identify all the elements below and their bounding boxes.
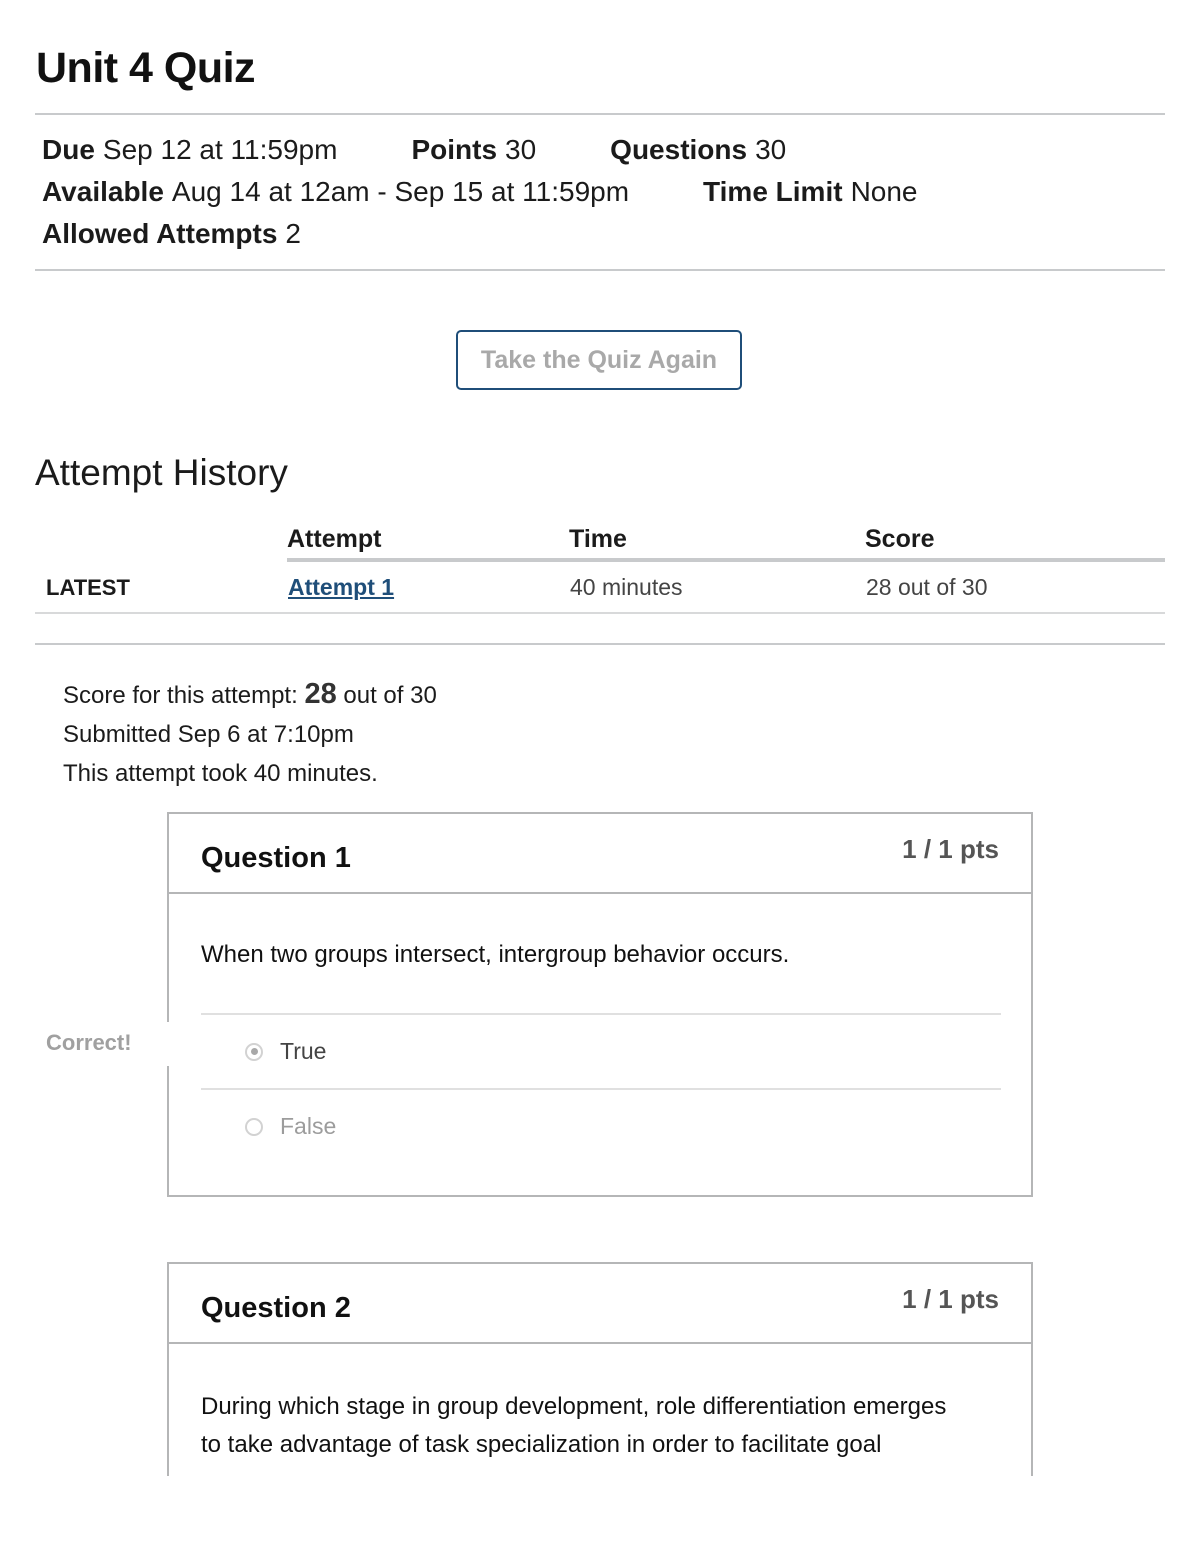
quiz-meta-row-1 bbox=[42, 134, 860, 166]
take-quiz-again-button[interactable]: Take the Quiz Again bbox=[456, 330, 742, 390]
question-points: 1 / 1 pts bbox=[902, 1284, 999, 1314]
submitted-line: Submitted Sep 6 at 7:10pm bbox=[63, 721, 354, 748]
answer-label: True bbox=[280, 1038, 327, 1064]
page-title: Unit 4 Quiz bbox=[36, 44, 256, 92]
available-info bbox=[42, 176, 629, 207]
latest-label-cell bbox=[35, 560, 287, 613]
score-prefix: Score for this attempt: bbox=[63, 682, 298, 709]
question-title: Question 2 bbox=[201, 1292, 351, 1324]
points-label: Points bbox=[411, 134, 498, 165]
available-value: Aug 14 at 12am - Sep 15 at 11:59pm bbox=[171, 176, 630, 207]
column-header-attempt: Attempt bbox=[287, 520, 569, 560]
due-value: Sep 12 at 11:59pm bbox=[102, 134, 338, 165]
meta-divider bbox=[35, 269, 1165, 271]
question-card-1 bbox=[167, 812, 1033, 1197]
question-text bbox=[201, 1388, 999, 1464]
attempt-history-heading: Attempt History bbox=[35, 452, 288, 493]
quiz-meta-row-2 bbox=[42, 176, 992, 208]
question-card-2 bbox=[167, 1262, 1033, 1476]
correct-answer-tag: Correct! bbox=[44, 1022, 170, 1066]
time-cell: 40 minutes bbox=[569, 560, 865, 613]
question-text-line: to take advantage of task specialization in order to facilitate goal bbox=[201, 1431, 882, 1458]
question-header bbox=[169, 814, 1031, 894]
answer-divider bbox=[201, 1088, 1001, 1090]
answer-label: False bbox=[280, 1113, 337, 1139]
attempt-1-link[interactable]: Attempt 1 bbox=[288, 573, 395, 600]
attempt-score-value: 28 bbox=[304, 678, 337, 710]
due-info bbox=[42, 134, 337, 165]
latest-label: LATEST bbox=[46, 574, 130, 600]
question-text-line: During which stage in group development, role differentiation emerges bbox=[201, 1393, 947, 1420]
column-header-status bbox=[35, 520, 287, 560]
quiz-meta-row-3 bbox=[42, 218, 375, 250]
attempt-duration-line: This attempt took 40 minutes. bbox=[63, 760, 378, 787]
question-text: When two groups intersect, intergroup behavior occurs. bbox=[201, 941, 790, 968]
score-suffix: out of 30 bbox=[343, 682, 437, 709]
attempt-cell bbox=[287, 560, 569, 613]
column-header-score: Score bbox=[865, 520, 1165, 560]
title-divider bbox=[35, 113, 1165, 115]
answer-divider bbox=[201, 1013, 1001, 1015]
answer-option-true bbox=[245, 1038, 326, 1065]
allowed-attempts-info bbox=[42, 218, 301, 249]
due-label: Due bbox=[42, 134, 95, 165]
table-row bbox=[35, 560, 1165, 613]
history-divider bbox=[35, 643, 1165, 645]
questions-value: 30 bbox=[755, 134, 787, 165]
points-value: 30 bbox=[505, 134, 537, 165]
time-limit-info bbox=[703, 176, 917, 207]
question-header bbox=[169, 1264, 1031, 1344]
available-label: Available bbox=[42, 176, 164, 207]
question-title: Question 1 bbox=[201, 842, 351, 874]
time-limit-label: Time Limit bbox=[703, 176, 843, 207]
radio-selected-icon bbox=[245, 1043, 263, 1061]
attempt-history-table bbox=[35, 520, 1165, 614]
allowed-attempts-value: 2 bbox=[285, 218, 301, 249]
questions-label: Questions bbox=[610, 134, 748, 165]
score-cell: 28 out of 30 bbox=[865, 560, 1165, 613]
time-limit-value: None bbox=[850, 176, 918, 207]
question-points: 1 / 1 pts bbox=[902, 834, 999, 864]
attempt-score-line bbox=[63, 678, 437, 711]
table-header-row bbox=[35, 520, 1165, 560]
radio-empty-icon bbox=[245, 1118, 263, 1136]
questions-info bbox=[610, 134, 786, 165]
points-info bbox=[411, 134, 536, 165]
allowed-attempts-label: Allowed Attempts bbox=[42, 218, 278, 249]
column-header-time: Time bbox=[569, 520, 865, 560]
answer-option-false bbox=[245, 1113, 336, 1140]
